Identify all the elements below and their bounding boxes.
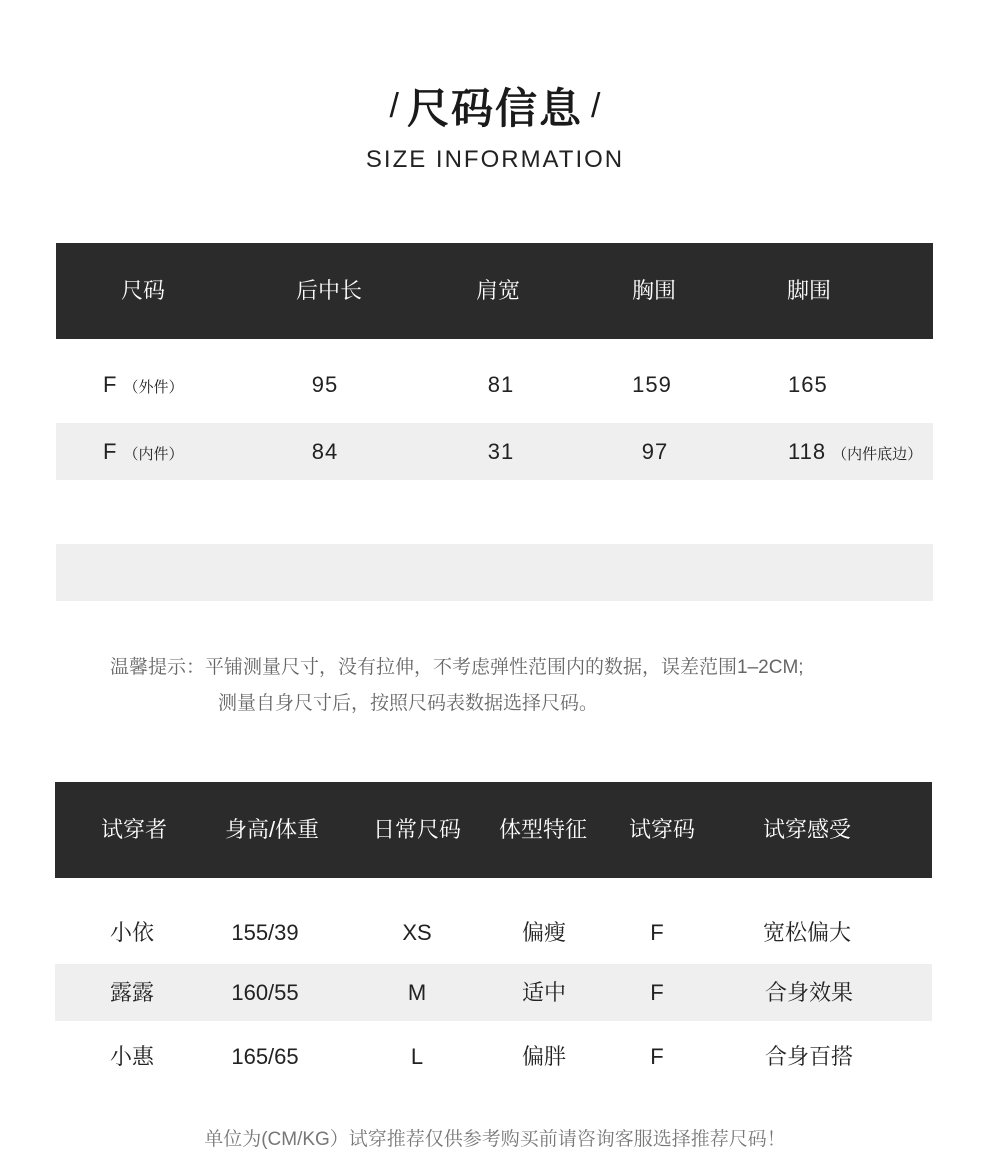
feeling-cell: 宽松偏大	[762, 920, 852, 945]
header-size: 尺码	[120, 278, 166, 303]
shoulder-cell: 81	[487, 372, 515, 397]
header-chest: 胸围	[631, 278, 677, 303]
usual-size-cell: M	[407, 980, 427, 1005]
size-cell: F （外件）	[103, 372, 184, 397]
header-height-weight: 身高/体重	[224, 817, 320, 842]
tried-size-cell: F	[650, 1044, 664, 1069]
title-text: 尺码信息	[406, 85, 583, 132]
feeling-cell: 合身百搭	[764, 1044, 854, 1069]
header-tester: 试穿者	[100, 817, 168, 842]
fit-table-header	[55, 782, 932, 878]
footer-note: 单位为(CM/KG）试穿推荐仅供参考购买前请咨询客服选择推荐尺码！	[204, 1129, 786, 1150]
tried-size-cell: F	[650, 980, 664, 1005]
usual-size-cell: L	[410, 1044, 424, 1069]
header-shoulder: 肩宽	[475, 278, 521, 303]
header-hem: 脚围	[786, 278, 832, 303]
note-line-2: 测量自身尺寸后，按照尺码表数据选择尺码。	[218, 693, 599, 714]
chest-cell: 159	[632, 372, 672, 397]
header-body-type: 体型特征	[498, 817, 588, 842]
hem-cell: 165	[788, 372, 828, 397]
height-weight-cell: 160/55	[231, 980, 299, 1005]
header-back-length: 后中长	[295, 278, 363, 303]
table-row	[56, 423, 933, 480]
body-type-cell: 偏瘦	[521, 920, 567, 945]
tester-cell: 小惠	[109, 1044, 155, 1069]
height-weight-cell: 155/39	[231, 920, 299, 945]
measurement-note	[110, 650, 804, 722]
title-slash-right: /	[591, 86, 601, 125]
table-row	[55, 1028, 932, 1085]
page-title	[0, 76, 990, 136]
note-line-1: 温馨提示：平铺测量尺寸，没有拉伸，不考虑弹性范围内的数据，误差范围1–2CM;	[110, 657, 804, 678]
tester-cell: 小依	[109, 920, 155, 945]
size-cell: F （内件）	[103, 439, 184, 464]
hem-cell: 118 （内件底边）	[788, 439, 923, 464]
back-length-cell: 95	[311, 372, 339, 397]
shoulder-cell: 31	[487, 439, 515, 464]
chest-cell: 97	[641, 439, 669, 464]
height-weight-cell: 165/65	[231, 1044, 299, 1069]
usual-size-cell: XS	[402, 920, 432, 945]
table-row	[56, 356, 933, 413]
body-type-cell: 偏胖	[521, 1044, 567, 1069]
page-subtitle: SIZE INFORMATION	[365, 146, 625, 173]
header-tried-size: 试穿码	[628, 817, 696, 842]
size-table-header	[56, 243, 933, 339]
body-type-cell: 适中	[521, 980, 567, 1005]
header-feeling: 试穿感受	[762, 817, 852, 842]
header-usual-size: 日常尺码	[372, 817, 462, 842]
table-row	[55, 904, 932, 961]
feeling-cell: 合身效果	[764, 980, 854, 1005]
table-blank-row	[56, 544, 933, 601]
title-slash-left: /	[389, 86, 399, 125]
table-row	[55, 964, 932, 1021]
tester-cell: 露露	[109, 980, 155, 1005]
back-length-cell: 84	[311, 439, 339, 464]
tried-size-cell: F	[650, 920, 664, 945]
